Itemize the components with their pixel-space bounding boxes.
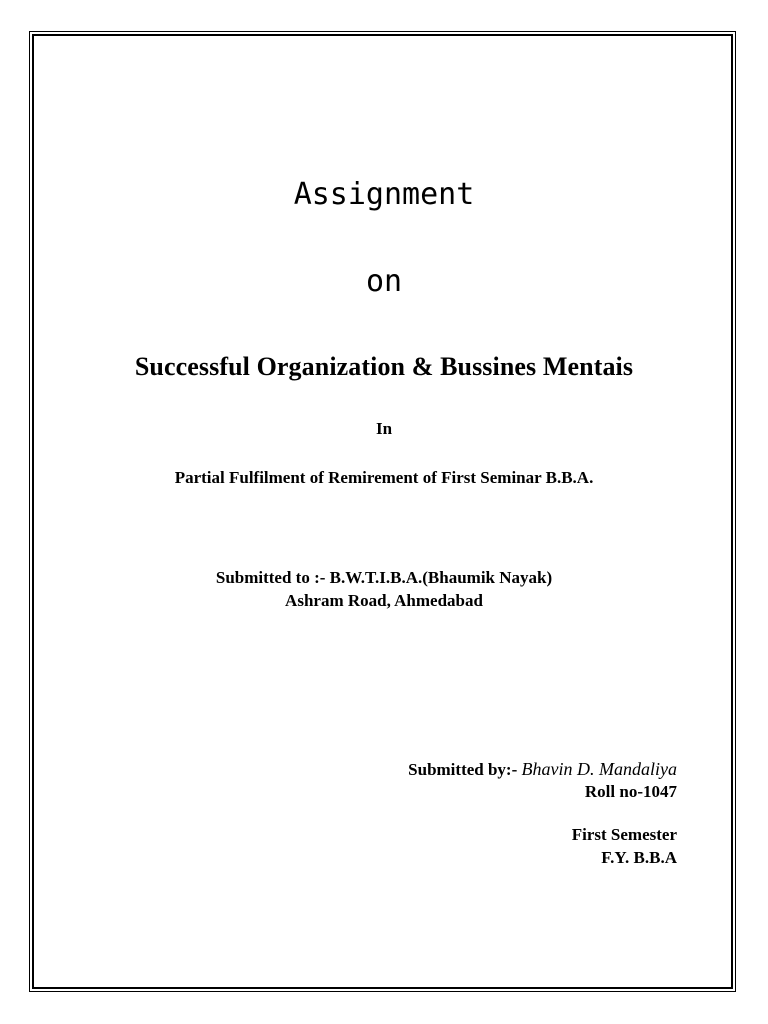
submitted-by-line [408,759,677,780]
submitted-by-label: Submitted by:- [408,760,518,779]
roll-number: Roll no-1047 [584,782,677,801]
submitted-to-address: Ashram Road, Ahmedabad [285,591,483,610]
student-name: Bhavin D. Mandaliya [521,759,677,779]
assignment-topic: Successful Organization & Bussines Mentais [134,352,634,381]
semester: First Semester [571,825,677,844]
in-label: In [375,419,393,438]
heading-on: on [365,264,403,299]
submitted-to-line: Submitted to :- B.W.T.I.B.A.(Bhaumik Nayak) [215,568,553,587]
fulfilment-line: Partial Fulfilment of Remirement of First Seminar B.B.A. [174,468,594,487]
class-name: F.Y. B.B.A [601,848,677,867]
heading-assignment: Assignment [293,177,475,212]
